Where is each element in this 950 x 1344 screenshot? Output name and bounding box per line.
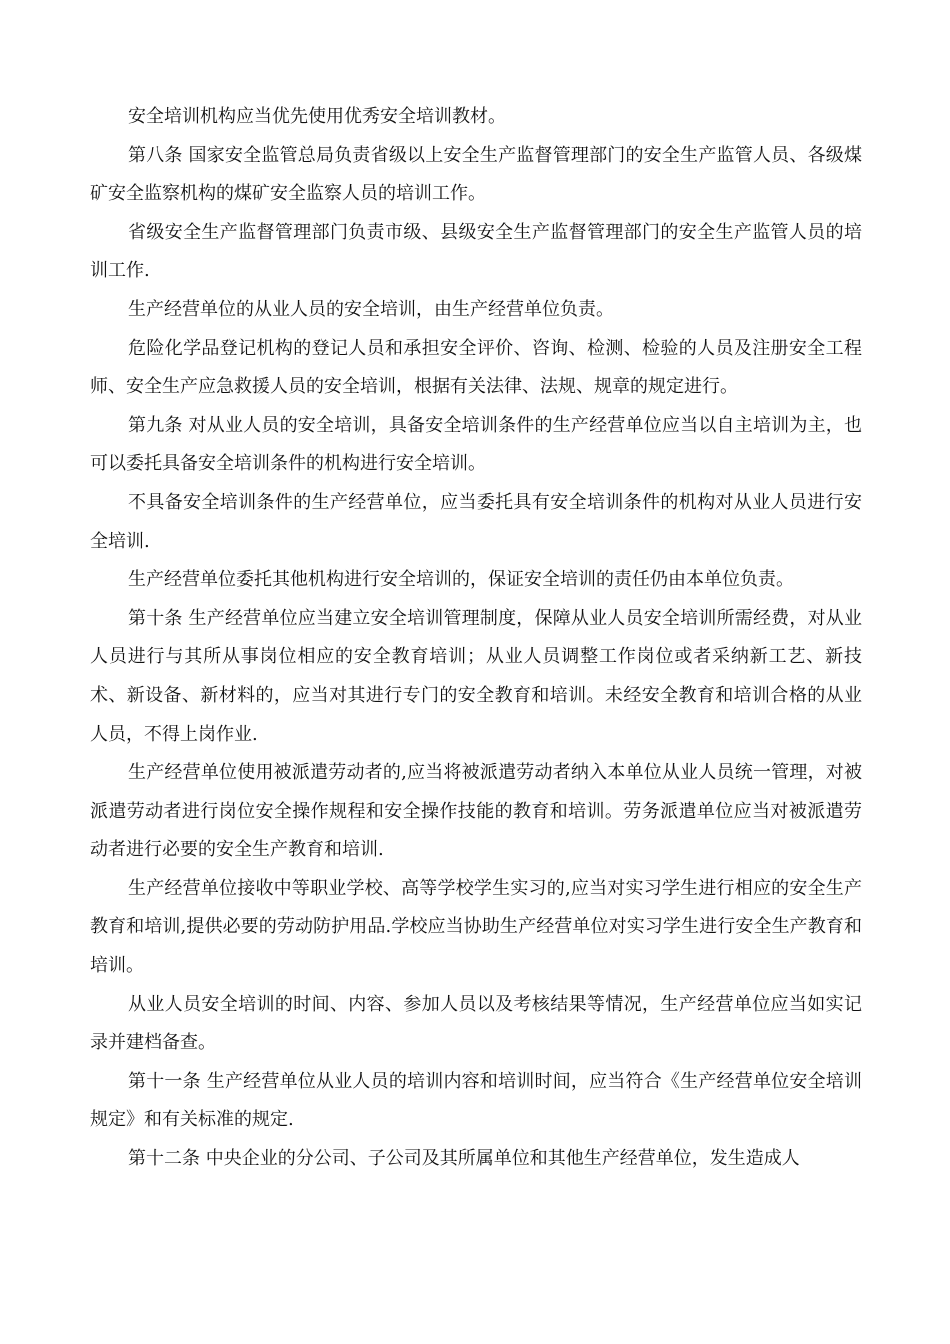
paragraph: 生产经营单位接收中等职业学校、高等学校学生实习的,应当对实习学生进行相应的安全生产教育和培训,提供必要的劳动防护用品.学校应当协助生产经营单位对实习学生进行安全生产教育和培训。 [90,877,862,977]
paragraph: 第八条 国家安全监管总局负责省级以上安全生产监督管理部门的安全生产监管人员、各级煤矿安全监察机构的煤矿安全监察人员的培训工作。 [90,144,862,205]
paragraph: 生产经营单位委托其他机构进行安全培训的，保证安全培训的责任仍由本单位负责。 [128,569,794,591]
paragraph: 第十一条 生产经营单位从业人员的培训内容和培训时间，应当符合《生产经营单位安全培训规定》和有关标准的规定. [90,1070,862,1131]
paragraph: 第九条 对从业人员的安全培训，具备安全培训条件的生产经营单位应当以自主培训为主，也可以委托具备安全培训条件的机构进行安全培训。 [90,414,862,475]
paragraph: 省级安全生产监督管理部门负责市级、县级安全生产监督管理部门的安全生产监管人员的培训工作. [90,221,862,282]
paragraph: 危险化学品登记机构的登记人员和承担安全评价、咨询、检测、检验的人员及注册安全工程师、安全生产应急救援人员的安全培训，根据有关法律、法规、规章的规定进行。 [90,337,862,398]
paragraph: 第十二条 中央企业的分公司、子公司及其所属单位和其他生产经营单位，发生造成人 [128,1148,800,1170]
paragraph: 从业人员安全培训的时间、内容、参加人员以及考核结果等情况，生产经营单位应当如实记录并建档备查。 [90,993,862,1054]
document-body [90,98,862,1179]
paragraph: 安全培训机构应当优先使用优秀安全培训教材。 [128,106,506,127]
paragraph: 生产经营单位的从业人员的安全培训，由生产经营单位负责。 [128,298,614,320]
paragraph: 不具备安全培训条件的生产经营单位，应当委托具有安全培训条件的机构对从业人员进行安全培训. [90,491,862,552]
paragraph: 生产经营单位使用被派遣劳动者的,应当将被派遣劳动者纳入本单位从业人员统一管理，对被派遣劳动者进行岗位安全操作规程和安全操作技能的教育和培训。劳务派遣单位应当对被派遣劳动者进行必要的安全生产教育和培训. [90,762,862,861]
paragraph: 第十条 生产经营单位应当建立安全培训管理制度，保障从业人员安全培训所需经费，对从业人员进行与其所从事岗位相应的安全教育培训；从业人员调整工作岗位或者采纳新工艺、新技术、新设备、新材料的，应当对其进行专门的安全教育和培训。未经安全教育和培训合格的从业人员，不得上岗作业. [90,607,862,745]
